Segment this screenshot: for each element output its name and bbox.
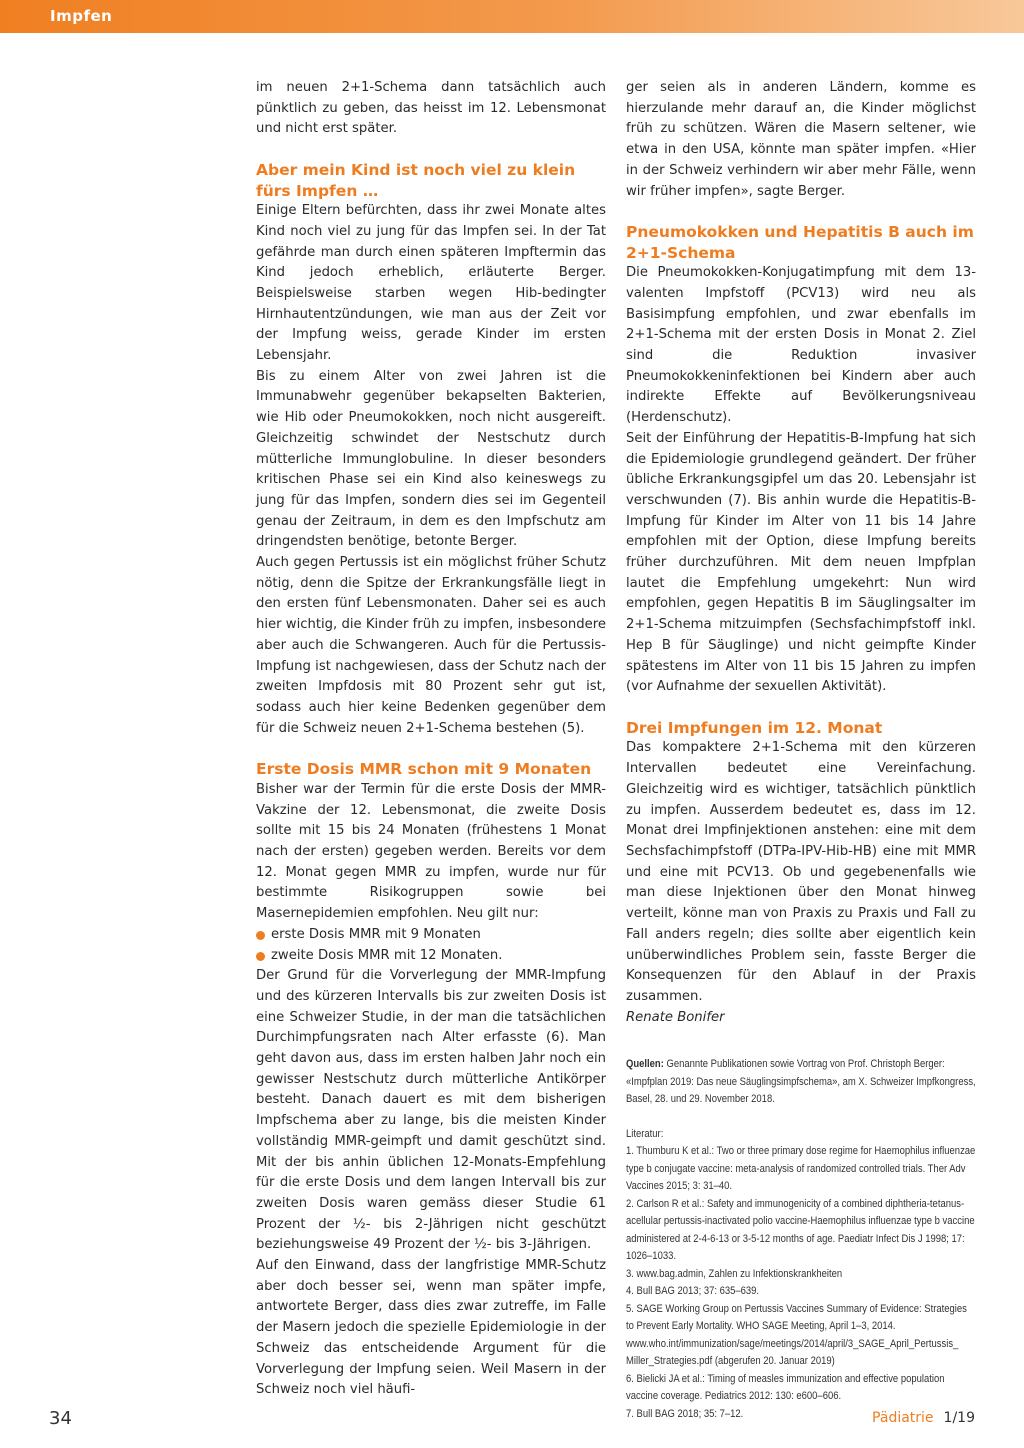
page-number: 34 — [49, 1408, 72, 1429]
list-item-text: erste Dosis MMR mit 9 Monaten — [271, 926, 481, 942]
reference-item: 5. SAGE Working Group on Pertussis Vaccines Summary of Evidence: Strategies to Prevent Early Mortality. WHO SAGE Meeting, April 1–3, 2014. www.who.int/immunization/sage/meetings/2014/april/3_SAGE_April_Pertussis_ Miller_Strategies.pdf (abgerufen 20. Januar 2019) — [626, 1302, 967, 1368]
reference-item: 1. Thumburu K et al.: Two or three primary dose regime for Haemophilus influenzae type b conjugate vaccine: meta-analysis of randomized controlled trials. Ther Adv Vaccines 2015; 3: 31–40. — [626, 1145, 976, 1193]
sources-block — [626, 1056, 976, 1423]
section-heading: Aber mein Kind ist noch viel zu klein fürs Impfen … — [256, 161, 576, 200]
paragraph: im neuen 2+1-Schema dann tatsächlich auch pünktlich zu geben, das heisst im 12. Lebensmonat und nicht erst später. — [256, 80, 606, 137]
issue-number: 1/19 — [943, 1410, 975, 1426]
section-title: Impfen — [50, 7, 113, 25]
paragraph: Bisher war der Termin für die erste Dosis der MMR-Vakzine der 12. Lebensmonat, die zweite Dosis sollte mit 15 bis 24 Monaten (frühestens 1 Monat nach der ersten) gegeben werden. Bereits vor dem 12. Monat gegen MMR zu impfen, wurde nur für bestimmte Risikogruppen sowie bei Masernepidemien empfohlen. Neu gilt nur: — [256, 781, 606, 922]
bullet-dot-icon — [256, 931, 265, 940]
sources-label: Quellen: — [626, 1058, 664, 1071]
reference-item: 2. Carlson R et al.: Safety and immunogenicity of a combined diphtheria-tetanus-acellular pertussis-inactivated polio vaccine-Haemophilus influenzae type b vaccine administered at 2-4-6-13 or 3-5-12 months of age. Paediatr Infect Dis J 1998; 17: 1026–1033. — [626, 1197, 975, 1263]
literature-label: Literatur: — [626, 1127, 664, 1140]
paragraph: Das kompaktere 2+1-Schema mit den kürzeren Intervallen bedeutet eine Vereinfachung. Gleichzeitig wird es wichtiger, tatsächlich pünktlich zu impfen. Ausserdem bedeutet es, dass im 12. Monat drei Impfinjektionen anstehen: eine mit dem Sechsfachimpfstoff (DTPa-IPV-Hib-HB) eine mit MMR und eine mit PCV13. Ob und gegebenenfalls wie man diese Injektionen über den Monat hinweg verteilt, könne man von Praxis zu Praxis und Fall zu Fall anders regeln; dies sollte aber eigentlich kein unüberwindliches Problem sein, fasste Berger die Konsequenzen für den Ablauf in der Praxis zusammen. — [626, 740, 976, 1004]
paragraph: Auch gegen Pertussis ist ein möglichst früher Schutz nötig, denn die Spitze der Erkrankungsfälle liegt in den ersten fünf Lebensmonaten. Daher sei es auch hier wichtig, die Kinder früh zu impfen, insbesondere aber auch die Schwangeren. Auch für die Pertussis-Impfung ist nachgewiesen, dass der Schutz nach der zweiten Impfdosis mit 80 Prozent sehr gut ist, sodass auch hier keine Bedenken gegenüber dem für die Schweiz neuen 2+1-Schema bestehen (5). — [256, 555, 606, 736]
author-name: Renate Bonifer — [626, 1009, 725, 1025]
journal-name: Pädiatrie — [872, 1410, 934, 1426]
paragraph: Einige Eltern befürchten, dass ihr zwei Monate altes Kind noch viel zu jung für das Impfen sei. In der Tat gefährde man durch einen späteren Impftermin das Kind jedoch erheblich, erläuterte Berger. Beispielsweise starben wegen Hib-bedingter Hirnhautentzündungen, wie man aus der Zeit vor der Impfung weiss, gerade Kinder im ersten Lebensjahr. — [256, 203, 606, 364]
left-column — [256, 78, 606, 1401]
section-heading: Erste Dosis MMR schon mit 9 Monaten — [256, 760, 592, 779]
list-item-text: zweite Dosis MMR mit 12 Monaten. — [271, 947, 503, 963]
paragraph: Bis zu einem Alter von zwei Jahren ist die Immunabwehr gegenüber bekapselten Bakterien, wie Hib oder Pneumokokken, noch nicht ausgereift. Gleichzeitig schwindet der Nestschutz durch mütterliche Immunglobuline. In dieser besonders kritischen Phase sei ein Kind also keineswegs zu jung für das Impfen, sondern dies sei im Gegenteil genau der Zeitraum, in dem es den Impfschutz am dringendsten benötige, betonte Berger. — [256, 368, 606, 550]
paragraph: Die Pneumokokken-Konjugatimpfung mit dem 13-valenten Impfstoff (PCV13) wird neu als Basisimpfung empfohlen, und zwar ebenfalls im 2+1-Schema mit der ersten Dosis in Monat 2. Ziel sind die Reduktion invasiver Pneumokokkeninfektionen bei Kindern aber auch indirekte Effekte auf Bevölkerungsniveau (Herdenschutz). — [626, 265, 976, 426]
list-item — [256, 925, 606, 946]
bullet-list — [256, 925, 606, 966]
reference-item: 4. Bull BAG 2013; 37: 635–639. — [626, 1285, 760, 1298]
bullet-dot-icon — [256, 952, 265, 961]
paragraph: ger seien als in anderen Ländern, komme es hierzulande mehr darauf an, die Kinder möglichst früh zu schützen. Wären die Masern seltener, wie etwa in den USA, könnte man später impfen. «Hier in der Schweiz verhindern wir aber mehr Fälle, wenn wir früher impfen», sagte Berger. — [626, 80, 976, 199]
paragraph: Auf den Einwand, dass der langfristige MMR-Schutz aber doch besser sei, wenn man später impfe, antwortete Berger, dass dies zwar zutreffe, im Falle der Masern jedoch die spezielle Epidemiologie in der Schweiz das entscheidende Argument für die Vorverlegung der Impfung seien. Weil Masern in der Schweiz noch viel häufi- — [256, 1258, 606, 1398]
section-heading: Drei Impfungen im 12. Monat — [626, 718, 883, 737]
section-heading: Pneumokokken und Hepatitis B auch im 2+1-Schema — [626, 223, 974, 262]
paragraph: Der Grund für die Vorverlegung der MMR-Impfung und des kürzeren Intervalls bis zur zweiten Dosis ist eine Schweizer Studie, in der man die tatsächlichen Durchimpfungsraten nach Alter erfasste (6). Man geht davon aus, dass im ersten halben Jahr noch ein gewisser Nestschutz durch mütterliche Antikörper besteht. Danach dauert es mit dem bisherigen Impfschema aber zu lange, bis die meisten Kinder vollständig MMR-geimpft und damit geschützt sind. Mit der bis anhin üblichen 12-Monats-Empfehlung für die erste Dosis und dem langen Intervall bis zur zweiten Dosis waren gemäss dieser Studie 61 Prozent der ½- bis 2-Jährigen nicht geschützt beziehungsweise 49 Prozent der ½- bis 3-Jährigen. — [256, 968, 606, 1253]
footer-journal-info — [872, 1410, 975, 1426]
reference-item: 7. Bull BAG 2018; 35: 7–12. — [626, 1407, 744, 1420]
section-header-bar — [0, 0, 1024, 33]
paragraph: Seit der Einführung der Hepatitis-B-Impfung hat sich die Epidemiologie grundlegend geändert. Der früher übliche Erkrankungsgipfel um das 20. Lebensjahr ist verschwunden (7). Bis anhin wurde die Hepatitis-B-Impfung für Kinder im Alter von 11 bis 14 Jahre empfohlen mit der Option, diese Impfung bereits früher durchzuführen. Mit dem neuen Impfplan lautet die Empfehlung umgekehrt: Nun wird empfohlen, gegen Hepatitis B im Säuglingsalter im 2+1-Schema mitzuimpfen (Sechsfachimpfstoff inkl. Hep B für Säuglinge) und nicht geimpfte Kinder spätestens im Alter von 11 bis 15 Jahren zu impfen (vor Aufnahme der sexuellen Aktivität). — [626, 430, 976, 695]
sources-text: Genannte Publikationen sowie Vortrag von Prof. Christoph Berger: «Impfplan 2019: Das neue Säuglingsimpfschema», am X. Schweizer Impfkongress, Basel, 28. und 29. November 2018. — [626, 1058, 976, 1106]
sources-note — [626, 1056, 976, 1109]
reference-item: 3. www.bag.admin, Zahlen zu Infektionskrankheiten — [626, 1267, 843, 1280]
list-item — [256, 946, 606, 967]
reference-item: 6. Bielicki JA et al.: Timing of measles immunization and effective population vaccine coverage. Pediatrics 2012: 130: e600–606. — [626, 1372, 945, 1403]
right-column — [626, 78, 976, 1423]
